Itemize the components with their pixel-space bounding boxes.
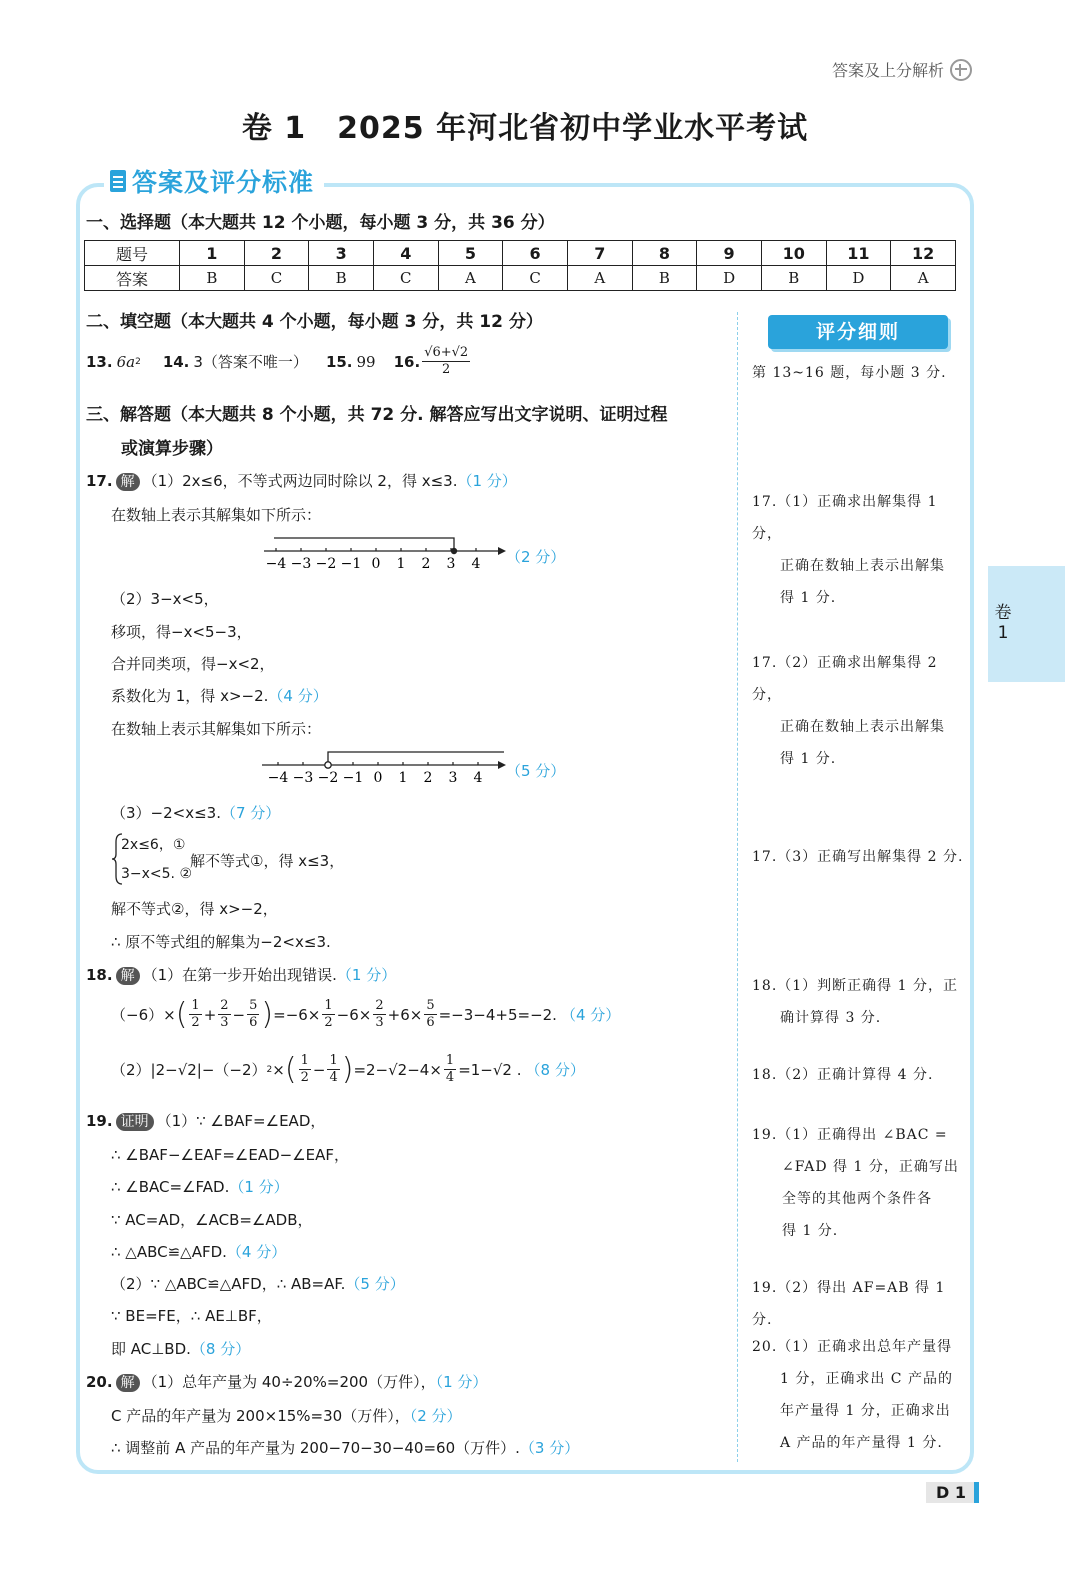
fraction: [189, 998, 201, 1031]
expr-part: −6×: [336, 1005, 372, 1024]
tick-label: −2: [315, 556, 337, 572]
page-title: 卷 1 2025 年河北省初中学业水平考试: [241, 111, 809, 146]
fill-answers: [86, 345, 472, 378]
table-cell: C: [244, 266, 309, 291]
score-note: （7 分）: [220, 804, 281, 822]
score-note: （5 分）: [345, 1275, 405, 1293]
score-note: （3 分）: [519, 1439, 580, 1457]
expr-part: ×: [272, 1060, 285, 1079]
scoring-line: ∠FAD 得 1 分，正确写出: [782, 1159, 959, 1175]
table-cell: B: [309, 266, 374, 291]
table-cell: 2: [244, 241, 309, 266]
score-note: （1 分）: [229, 1178, 289, 1196]
table-cell: A: [891, 266, 956, 291]
volume-tab-line: 1: [997, 623, 1009, 643]
tick-label: 0: [373, 770, 383, 786]
tick-label: −4: [265, 556, 287, 572]
fraction: [373, 998, 385, 1031]
fraction-denominator: 2: [442, 362, 451, 377]
section-solve-heading: 三、解答题（本大题共 8 个小题，共 72 分. 解答应写出文字说明、证明过程: [86, 405, 668, 425]
section-fill-heading: 二、填空题（本大题共 4 个小题，每小题 3 分，共 12 分）: [86, 312, 543, 332]
q17-line-4: 移项，得−x<5−3，: [111, 623, 252, 641]
table-cell: D: [697, 266, 762, 291]
system-eq-2: 3−x<5. ②: [121, 866, 193, 882]
fraction-numerator: √6+√2: [424, 345, 469, 360]
fraction: [327, 1053, 339, 1086]
answer-table: [84, 240, 956, 291]
scoring-line: 得 1 分.: [782, 1223, 839, 1239]
table-cell: 12: [891, 241, 956, 266]
q19-text: （1）∵ ∠BAF=∠EAD，: [156, 1112, 326, 1130]
table-cell: 1: [180, 241, 245, 266]
answer-13-exponent: 2: [135, 356, 141, 367]
scoring-20-1: [752, 1331, 967, 1459]
scoring-line: 得 1 分.: [780, 590, 837, 606]
q19-line-6: [111, 1273, 405, 1294]
open-point: [325, 762, 331, 768]
fraction-numerator: 1: [329, 1053, 338, 1068]
scoring-19-2: 19.（2）得出 AF=AB 得 1 分.: [752, 1280, 946, 1328]
section-choice-heading: 一、选择题（本大题共 12 个小题，每小题 3 分，共 36 分）: [86, 213, 555, 233]
q17-line-5: 合并同类项，得−x<2，: [111, 655, 275, 673]
q19-text: ∴ △ABC≌△AFD.: [111, 1243, 227, 1261]
score-note: （2 分）: [409, 1407, 462, 1425]
q19-text: （2）∵ △ABC≌△AFD，∴ AB=AF.: [111, 1275, 346, 1293]
q20-text: ∴ 调整前 A 产品的年产量为 200−70−30−40=60（万件）.: [111, 1439, 520, 1457]
column-divider: [737, 312, 738, 1462]
fraction-denominator: 3: [375, 1015, 384, 1030]
q19-line-5: [111, 1241, 286, 1262]
tick-label: −1: [342, 770, 364, 786]
tick-label: 1: [398, 770, 408, 786]
fraction-denominator: 3: [220, 1015, 229, 1030]
scoring-17-1: [752, 486, 967, 614]
q17-text: 系数化为 1，得 x>−2.: [111, 687, 269, 705]
q18-equation-2: （2）|2−√2|−（−2） 2 × ( $\frac{1}{2}$ − $\frac{1}{4}$ ) =2−√2−4× $\frac{1}{4}$ =1−√2 . （8 分）: [111, 1051, 585, 1087]
tick-label: 1: [396, 556, 406, 572]
score-note: （8 分）: [525, 1061, 585, 1079]
paren-right: ): [341, 1051, 354, 1087]
fraction-numerator: 1: [324, 998, 333, 1013]
q17-system-text: 解不等式①，得 x≤3，: [190, 852, 345, 870]
fraction-denominator: 2: [191, 1015, 200, 1030]
expr-part: =−3−4+5=−2.: [438, 1005, 557, 1024]
q17-line-9: 解不等式②，得 x>−2，: [111, 900, 278, 918]
section-banner: [104, 163, 324, 199]
q17-line-3: （2）3−x<5，: [111, 590, 219, 608]
scoring-17-2: [752, 647, 967, 775]
paren-right: ): [261, 996, 274, 1032]
fraction-denominator: 6: [426, 1015, 435, 1030]
table-cell: C: [503, 266, 568, 291]
q19-line-2: ∴ ∠BAF−∠EAF=∠EAD−∠EAF，: [111, 1146, 350, 1164]
score-note: （5 分）: [506, 762, 566, 780]
expr-part: =1−√2 .: [458, 1060, 522, 1079]
q17-line-10: ∴ 原不等式组的解集为−2<x≤3.: [111, 933, 331, 951]
exponent: 2: [266, 1064, 273, 1075]
fraction: [424, 998, 436, 1031]
q18-line-1: [86, 964, 396, 985]
q17-line-6: [111, 685, 328, 706]
expr-part: （2）|2−√2|−（−2）: [111, 1061, 267, 1079]
table-cell: 7: [567, 241, 632, 266]
q19-line-3: [111, 1176, 289, 1197]
table-cell: B: [180, 266, 245, 291]
tick-label: 0: [371, 556, 381, 572]
fraction-denominator: 6: [249, 1015, 258, 1030]
q18-text: （1）在第一步开始出现错误.: [142, 966, 337, 984]
q19-line-1: [86, 1110, 325, 1131]
table-cell: D: [826, 266, 891, 291]
tick-label: 3: [448, 770, 458, 786]
score-note: （4 分）: [560, 1006, 621, 1024]
scoring-line: 确计算得 3 分.: [780, 1010, 882, 1026]
table-cell: 9: [697, 241, 762, 266]
header-note-text: 答案及上分解析: [831, 61, 944, 80]
table-cell: B: [632, 266, 697, 291]
score-note: （8 分）: [190, 1340, 251, 1358]
fraction-numerator: 5: [249, 998, 258, 1013]
tick-label: −3: [290, 556, 312, 572]
volume-tab-label: [993, 603, 1013, 643]
table-cell: 4: [373, 241, 438, 266]
q17-line-1: [86, 470, 517, 491]
tick-label: −3: [292, 770, 314, 786]
solution-tag: 解: [116, 1374, 140, 1392]
tick-label: −4: [267, 770, 289, 786]
fraction: [218, 998, 230, 1031]
q17-text: （1）2x≤6，不等式两边同时除以 2，得 x≤3.: [142, 472, 458, 490]
tick-label: 4: [471, 556, 481, 572]
q19-text: 即 AC⊥BD.: [111, 1340, 191, 1358]
section-solve-heading-cont: 或演算步骤）: [121, 439, 223, 459]
expr-part: =2−√2−4×: [353, 1060, 442, 1079]
score-note: （1 分）: [457, 472, 517, 490]
table-cell: 5: [438, 241, 503, 266]
scoring-line: 19.（1）正确得出 ∠BAC =: [752, 1127, 948, 1143]
paren-left: (: [284, 1051, 297, 1087]
solution-tag: 解: [116, 473, 140, 491]
scoring-line: 得 1 分.: [780, 751, 837, 767]
table-cell: 8: [632, 241, 697, 266]
volume-tab-line: 卷: [994, 603, 1012, 623]
expr-part: （−6）×: [111, 1006, 176, 1024]
q19-line-4: ∵ AC=AD，∠ACB=∠ADB，: [111, 1211, 313, 1229]
score-note: （1 分）: [435, 1373, 488, 1391]
table-cell: 6: [503, 241, 568, 266]
scoring-details-label: 评分细则: [768, 315, 948, 349]
scoring-line: 17.（2）正确求出解集得 2 分，: [752, 655, 938, 703]
question-number: 16.: [393, 352, 421, 371]
table-row: [85, 241, 956, 266]
fraction: [322, 998, 334, 1031]
q17-line-8: [111, 802, 280, 823]
tick-label: −2: [317, 770, 339, 786]
answer-16-fraction: [422, 345, 470, 378]
scoring-line: 正确在数轴上表示出解集: [780, 558, 945, 574]
fraction: [247, 998, 259, 1031]
fraction: [299, 1053, 311, 1086]
fraction-numerator: 2: [220, 998, 229, 1013]
scoring-19-1: [752, 1119, 967, 1247]
plus-circle-icon: [950, 59, 972, 81]
fraction-denominator: 2: [324, 1015, 333, 1030]
question-number: 20.: [86, 1373, 113, 1391]
scoring-line: 18.（1）判断正确得 1 分，正: [752, 978, 958, 994]
scoring-18-1: [752, 970, 967, 1034]
table-cell: 10: [761, 241, 826, 266]
table-row-label: 题号: [85, 241, 180, 266]
table-cell: C: [373, 266, 438, 291]
table-cell: A: [438, 266, 503, 291]
expr-part: +6×: [387, 1005, 423, 1024]
tick-label: −1: [340, 556, 362, 572]
fraction-numerator: 1: [445, 1053, 455, 1068]
question-number: 14.: [162, 352, 190, 371]
table-cell: 3: [309, 241, 374, 266]
fraction-denominator: 4: [445, 1070, 455, 1085]
paren-left: (: [175, 996, 188, 1032]
page-number: D 1: [926, 1482, 979, 1503]
fraction-denominator: 4: [329, 1070, 338, 1085]
q19-text: ∴ ∠BAC=∠FAD.: [111, 1178, 230, 1196]
scoring-line: 正确在数轴上表示出解集: [780, 719, 945, 735]
q19-line-8: [111, 1338, 250, 1359]
question-number: 13.: [86, 352, 113, 371]
question-number: 15.: [325, 352, 353, 371]
answer-13: 6a: [116, 352, 136, 371]
banner-title: 答案及评分标准: [132, 168, 315, 197]
scoring-18-2: 18.（2）正确计算得 4 分.: [752, 1067, 934, 1083]
q17-line-7: 在数轴上表示其解集如下所示：: [111, 720, 322, 738]
axis-arrow-icon: [498, 761, 506, 769]
q18-equation-1: （−6）× ( $\frac{1}{2}$ + $\frac{2}{3}$ − $\frac{5}{6}$ ) =−6× $\frac{1}{2}$ −6× $\frac{2}{3}$ +6× $\frac{5}{6}$ =−3−4+5=−2. （4 分）: [111, 996, 621, 1032]
fraction-numerator: 1: [300, 1053, 309, 1068]
table-cell: A: [567, 266, 632, 291]
q20-text: （1）总年产量为 40÷20%=200（万件），: [142, 1373, 436, 1391]
scoring-17-3: 17.（3）正确写出解集得 2 分.: [752, 849, 964, 865]
table-row-label: 答案: [85, 266, 180, 291]
scoring-line: 年产量得 1 分，正确求出: [780, 1403, 951, 1419]
solution-tag: 解: [116, 967, 140, 985]
tick-label: 4: [473, 770, 483, 786]
tick-label: 3: [446, 556, 456, 572]
scoring-line: A 产品的年产量得 1 分.: [780, 1435, 943, 1451]
question-number: 18.: [86, 966, 113, 984]
question-number: 19.: [86, 1112, 113, 1130]
fraction-numerator: 1: [191, 998, 200, 1013]
q20-line-3: [111, 1437, 579, 1458]
closed-point: [451, 548, 457, 554]
score-note: （4 分）: [268, 687, 328, 705]
score-note: （4 分）: [226, 1243, 287, 1261]
scoring-line: 17.（1）正确求出解集得 1 分，: [752, 494, 938, 542]
fraction-denominator: 2: [300, 1070, 309, 1085]
q17-line-2: 在数轴上表示其解集如下所示：: [111, 506, 322, 524]
scoring-line: 全等的其他两个条件各: [782, 1191, 932, 1207]
scoring-13-16: 第 13~16 题，每小题 3 分.: [752, 365, 947, 381]
score-note: （1 分）: [336, 966, 397, 984]
header-note: [832, 58, 972, 81]
q20-line-1: [86, 1371, 487, 1392]
fraction: [444, 1053, 456, 1086]
answer-14: 3（答案不唯一）: [193, 353, 308, 371]
tick-label: 2: [423, 770, 433, 786]
table-cell: B: [761, 266, 826, 291]
question-number: 17.: [86, 472, 113, 490]
axis-arrow-icon: [498, 547, 506, 555]
system-eq-1: 2x≤6，①: [121, 837, 186, 853]
q20-text: C 产品的年产量为 200×15%=30（万件），: [111, 1407, 410, 1425]
fraction-numerator: 5: [426, 998, 435, 1013]
number-line-2: [256, 742, 516, 790]
table-row: [85, 266, 956, 291]
scoring-line: 1 分，正确求出 C 产品的: [780, 1371, 953, 1387]
q19-line-7: ∵ BE=FE，∴ AE⊥BF，: [111, 1307, 272, 1325]
q17-text: （3）−2<x≤3.: [111, 804, 221, 822]
document-icon: [110, 170, 126, 192]
proof-tag: 证明: [116, 1113, 154, 1131]
score-note: （2 分）: [506, 548, 566, 566]
fraction-numerator: 2: [375, 998, 384, 1013]
scoring-line: 20.（1）正确求出总年产量得: [752, 1339, 953, 1355]
answer-15: 99: [356, 352, 376, 371]
expr-part: =−6×: [273, 1005, 321, 1024]
tick-label: 2: [421, 556, 431, 572]
table-cell: 11: [826, 241, 891, 266]
number-line-1: [258, 528, 508, 576]
q20-line-2: [111, 1405, 462, 1426]
